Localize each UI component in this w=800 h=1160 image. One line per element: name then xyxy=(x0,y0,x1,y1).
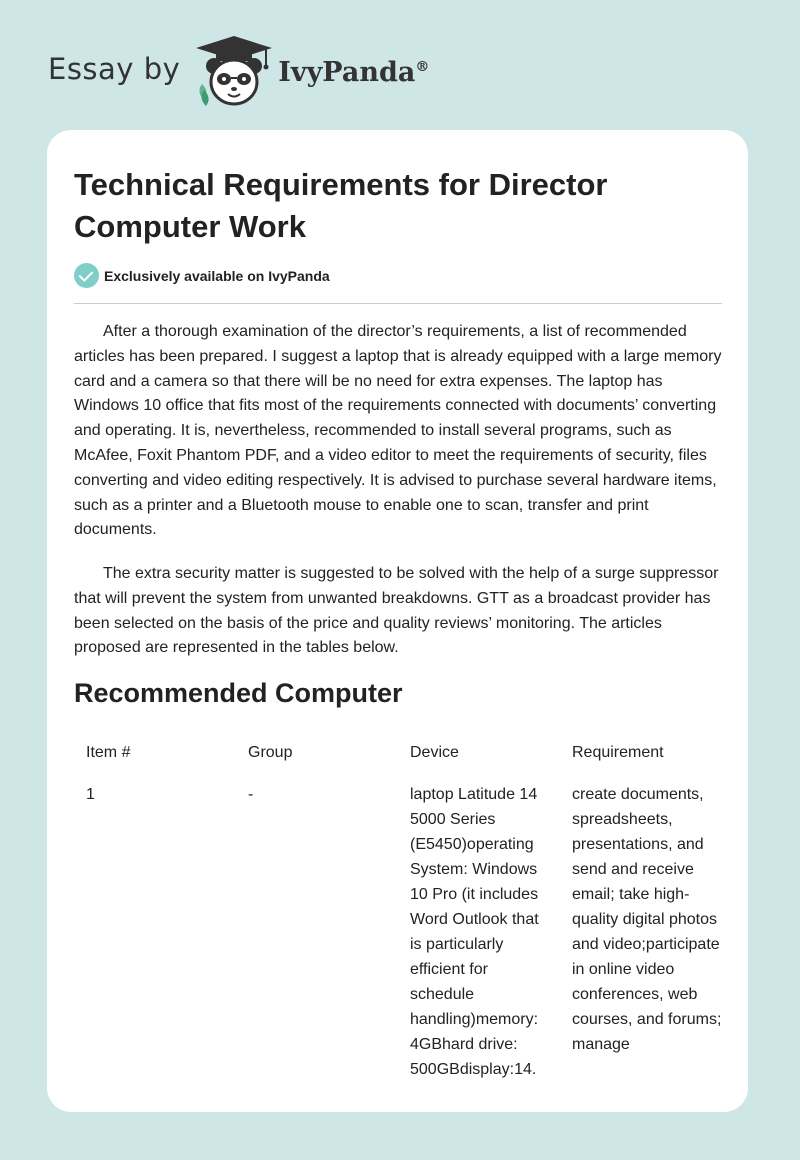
paragraph-1: After a thorough examination of the director’s requirements, a list of recommended articles has been prepared. I suggest a laptop that is already equipped with a large memory card and a camera so that there will be no need for extra expenses. The laptop has Windows 10 office that fits most of the requirements connected with documents’ converting and operating. It is, nevertheless, recommended to install several programs, such as McAfee, Foxit Phantom PDF, and a video editor to meet the requirements of security, files converting and video editing respectively. It is advised to purchase several hardware items, such as a printer and a Bluetooth mouse to enable one to scan, transfer and print documents. xyxy=(74,323,722,539)
site-header xyxy=(48,32,429,112)
table-header-row xyxy=(74,735,726,777)
paragraph-2: The extra security matter is suggested to be solved with the help of a surge suppressor that will prevent the system from unwanted breakdowns. GTT as a broadcast provider has been selected on the basis of the price and quality reviews’ monitoring. The articles proposed are represented in the tables below. xyxy=(74,565,719,657)
page-title: Technical Requirements for Director Computer Work xyxy=(74,167,608,244)
check-circle-icon xyxy=(74,263,99,288)
header-group: Group xyxy=(248,744,293,761)
cell-requirement: create documents, spreadsheets, presentations, and send and receive email; take high-quality digital photos and video;participate in online video conferences, web courses, and forums; manage xyxy=(572,786,722,1053)
essay-by-label: Essay by xyxy=(48,52,181,86)
recommended-computer-table xyxy=(74,735,726,1082)
header-requirement: Requirement xyxy=(572,744,664,761)
brand-name[interactable]: IvyPanda® xyxy=(278,56,430,88)
divider xyxy=(74,303,722,304)
cell-group: - xyxy=(248,786,254,803)
exclusive-badge xyxy=(74,263,330,288)
essay-card xyxy=(47,130,748,1112)
section-title: Recommended Computer xyxy=(74,678,403,708)
header-device: Device xyxy=(410,744,459,761)
table-row xyxy=(74,777,726,1082)
registered-mark: ® xyxy=(415,58,430,75)
panda-graduate-logo-icon[interactable] xyxy=(194,32,274,112)
cell-device: laptop Latitude 14 5000 Series (E5450)operating System: Windows 10 Pro (it includes Word Outlook that is particularly efficient for schedule handling)memory: 4GBhard drive: 500GBdisplay:14. xyxy=(410,786,539,1078)
cell-item: 1 xyxy=(86,786,95,803)
header-item: Item # xyxy=(86,744,131,761)
exclusive-label: Exclusively available on IvyPanda xyxy=(104,267,330,284)
